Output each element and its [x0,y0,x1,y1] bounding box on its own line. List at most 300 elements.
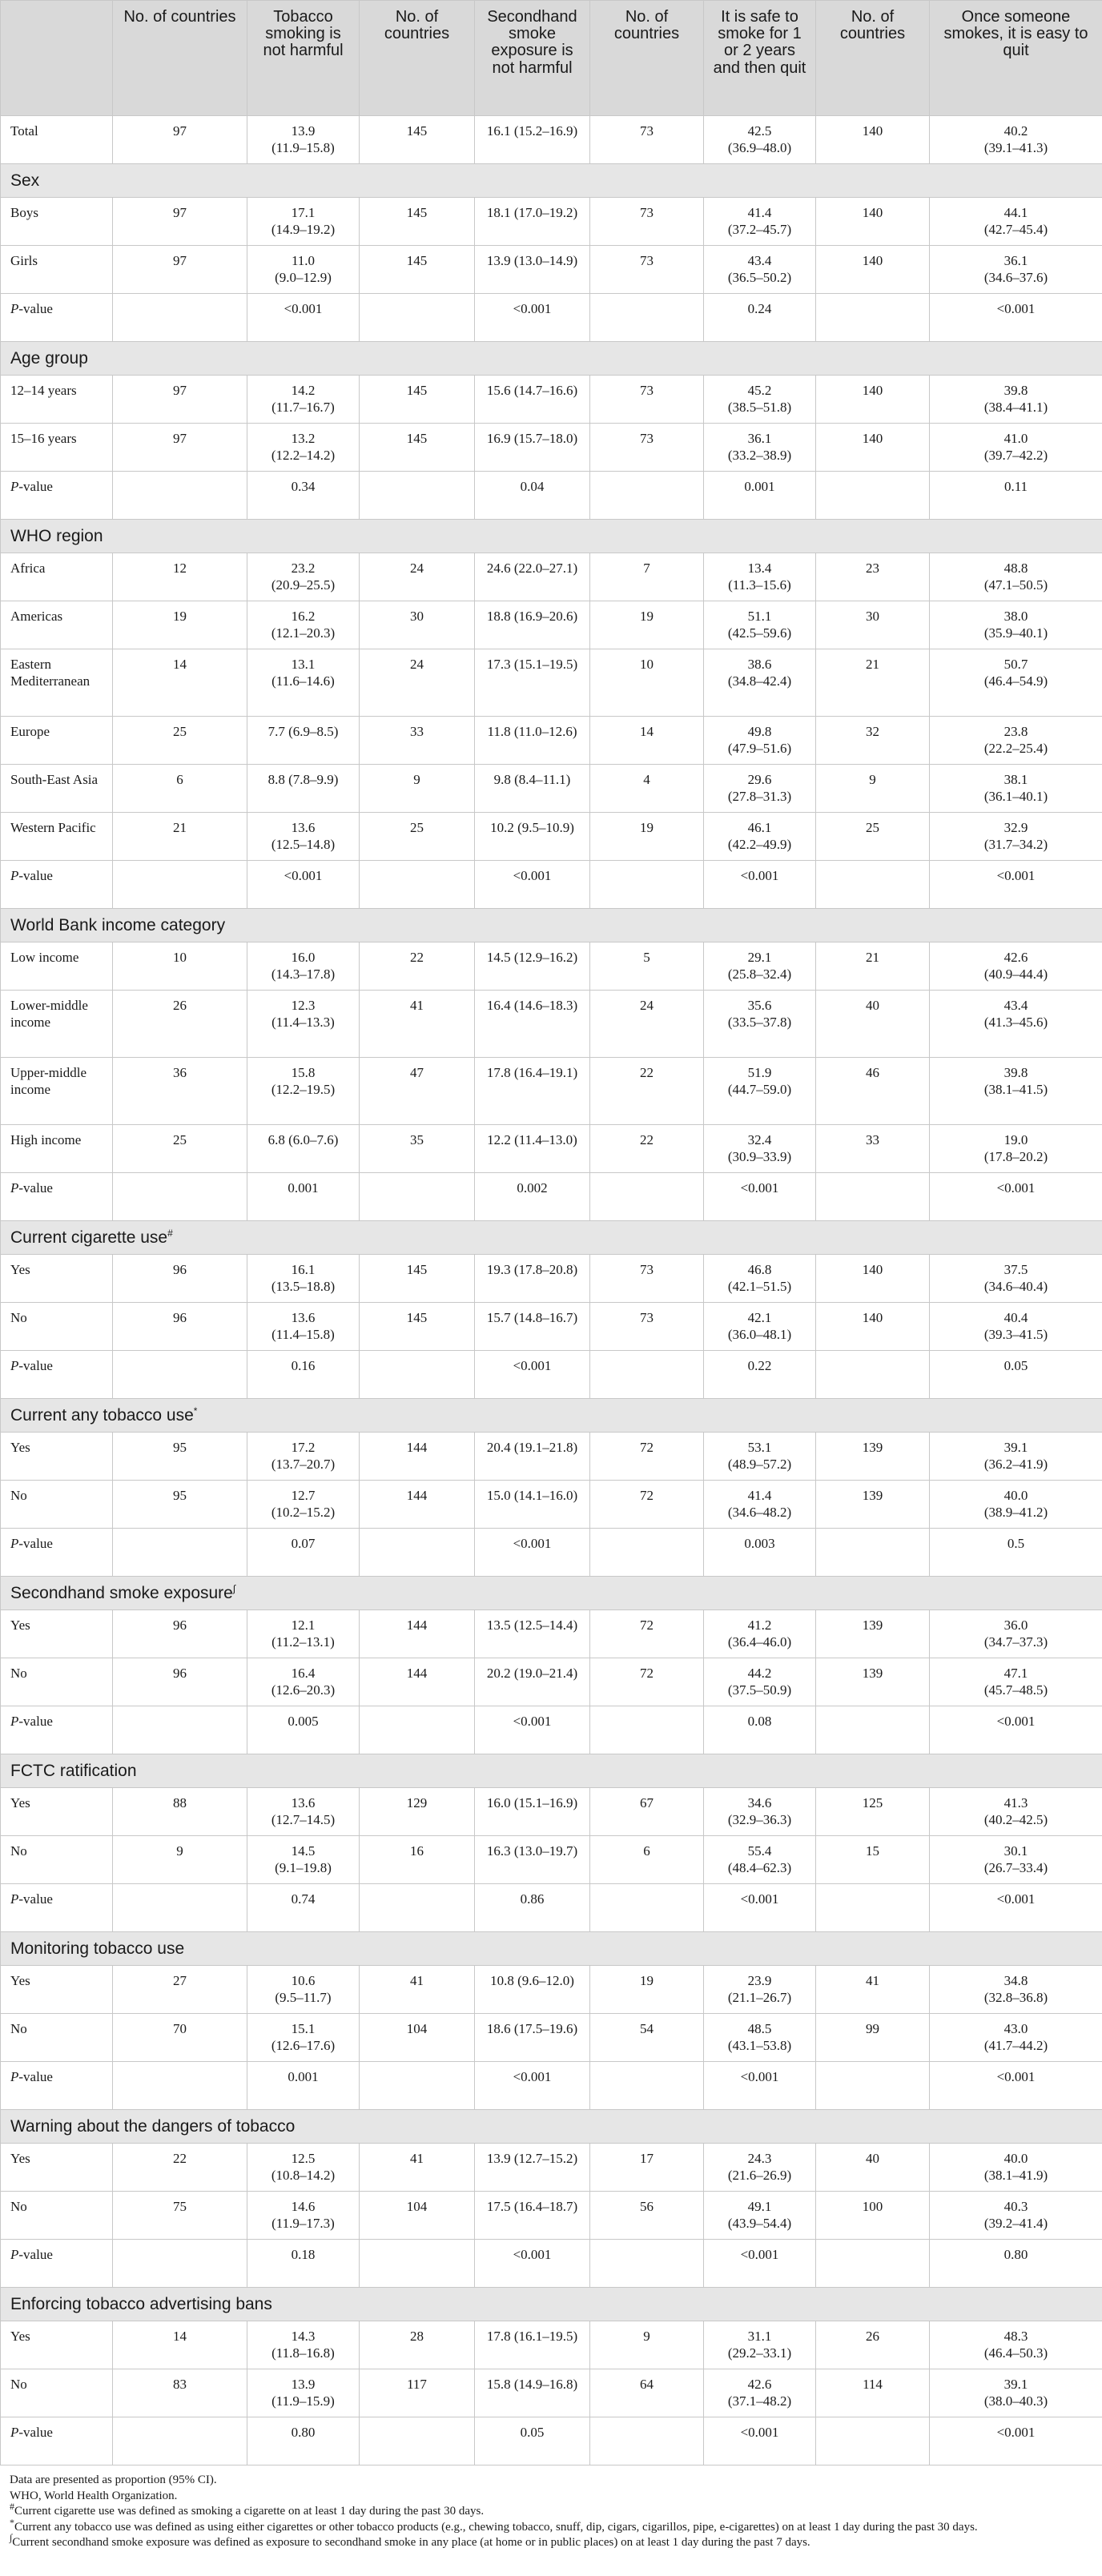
table-row [1,2369,1102,2417]
pvalue-empty [816,294,930,342]
cell-ci: (31.7–34.2) [983,836,1048,852]
cell-ci: (38.4–41.1) [983,399,1048,415]
note-line: WHO, World Health Organization. [10,2489,178,2502]
cell-n3: 10 [590,649,704,717]
cell-est: 32.4 [747,1132,772,1147]
pvalue-cell-1: 0.001 [247,2062,360,2110]
cell-n3: 5 [590,942,704,991]
cell-est: 49.8 [747,724,772,739]
cell-est: 44.1 [1003,205,1028,220]
cell-n3: 22 [590,1058,704,1125]
cell-ci: (32.9–36.3) [727,1811,792,1827]
cell-estimate-4 [930,1658,1102,1706]
cell-estimate-2 [475,942,590,991]
cell-estimate-3 [704,1610,816,1658]
table-row [1,2192,1102,2240]
cell-ci: (38.9–41.2) [983,1504,1048,1520]
pvalue-empty [113,861,247,909]
pvalue-empty [113,1706,247,1754]
table-row [1,376,1102,424]
pvalue-label-text: P-value [10,2425,53,2440]
cell-n1: 14 [113,649,247,717]
section-header [1,164,1102,198]
cell-est: 51.9 [747,1065,772,1080]
cell-estimate-1 [247,2321,360,2369]
cell-n2: 9 [360,765,475,813]
pvalue-empty [816,1706,930,1754]
row-label: Total [1,116,113,164]
footnote-mark: * [193,1405,198,1417]
header-empty [1,1,113,116]
cell-n1: 12 [113,553,247,601]
cell-estimate-4 [930,601,1102,649]
cell-estimate-1 [247,1303,360,1351]
cell-est: 49.1 [747,2199,772,2214]
cell-estimate-3 [704,2369,816,2417]
cell-est: 13.6 [291,820,316,835]
row-label: 12–14 years [1,376,113,424]
cell-est: 29.6 [747,772,772,787]
cell-ci: (43.9–54.4) [727,2215,792,2231]
cell-n1: 97 [113,246,247,294]
cell-estimate-2 [475,1303,590,1351]
cell-n4: 33 [816,1125,930,1173]
note-line: ∫Current secondhand smoke exposure was defined as exposure to secondhand smoke in any place (at home or in public places) on at least 1 day during the past 7 days. [10,2532,810,2549]
cell-ci: (34.8–42.4) [727,673,792,689]
cell-ci: (46.4–54.9) [983,673,1048,689]
cell-n1: 97 [113,198,247,246]
cell-estimate-1 [247,2369,360,2417]
table-row [1,649,1102,717]
pvalue-label [1,1706,113,1754]
table-row [1,2321,1102,2369]
pvalue-empty [590,2062,704,2110]
cell-est: 41.4 [747,205,772,220]
cell-est: 12.5 [291,2151,316,2166]
cell-estimate-3 [704,1125,816,1173]
cell-est2: 16.1 (15.2–16.9) [475,116,590,164]
section-title [1,2110,1102,2144]
section-title [1,909,1102,942]
cell-ci: (11.3–15.6) [728,577,791,593]
cell-est: 40.3 [1003,2199,1028,2214]
pvalue-empty [113,294,247,342]
section-title-text: Enforcing tobacco advertising bans [10,2294,272,2313]
cell-est: 44.2 [747,1666,772,1681]
cell-est: 15.6 (14.7–16.6) [486,383,578,398]
cell-ci: (11.2–13.1) [271,1634,335,1650]
cell-n4: 9 [816,765,930,813]
cell-est: 10.6 [291,1973,316,1988]
pvalue-empty [590,472,704,520]
cell-estimate-3 [704,2144,816,2192]
cell-n4: 139 [816,1658,930,1706]
cell-n1: 83 [113,2369,247,2417]
cell-ci: (11.4–13.3) [271,1014,335,1030]
cell-estimate-4 [930,424,1102,472]
section-title [1,342,1102,376]
cell-estimate-4 [930,553,1102,601]
cell-ci: (12.2–19.5) [271,1081,336,1097]
cell-est: 42.6 [1003,950,1028,965]
row-label: Boys [1,198,113,246]
cell-n4: 26 [816,2321,930,2369]
section-title [1,1221,1102,1255]
cell-n3: 73 [590,1255,704,1303]
cell-ci: (32.8–36.8) [983,1989,1048,2005]
cell-n2: 129 [360,1788,475,1836]
cell-estimate-3 [704,991,816,1058]
pvalue-empty [590,861,704,909]
table-row [1,765,1102,813]
cell-n4: 140 [816,198,930,246]
cell-n3: 17 [590,2144,704,2192]
table-row [1,2144,1102,2192]
cell-est: 14.5 [291,1843,316,1859]
cell-estimate-3 [704,649,816,717]
pvalue-empty [360,1351,475,1399]
pvalue-cell-2: <0.001 [475,2240,590,2288]
section-title-text: Current cigarette use [10,1228,168,1247]
cell-n4: 21 [816,942,930,991]
cell-estimate-1 [247,942,360,991]
pvalue-empty [360,1529,475,1577]
cell-n3: 4 [590,765,704,813]
cell-est: 40.0 [1003,1488,1028,1503]
cell-estimate-4 [930,2369,1102,2417]
cell-est: 51.1 [747,609,772,624]
cell-est: 48.8 [1003,561,1028,576]
section-title [1,2288,1102,2321]
cell-estimate-4 [930,2014,1102,2062]
table-row [1,1255,1102,1303]
cell-estimate-3 [704,813,816,861]
cell-estimate-2 [475,424,590,472]
pvalue-label-text: P-value [10,2247,53,2262]
cell-est: 40.2 [1003,123,1028,139]
cell-n1: 88 [113,1788,247,1836]
cell-est: 15.0 (14.1–16.0) [486,1488,578,1503]
cell-n4: 139 [816,1433,930,1481]
cell-est: 36.1 [1003,253,1028,268]
pvalue-empty [360,2062,475,2110]
table-row [1,1966,1102,2014]
cell-estimate-3 [704,717,816,765]
cell-est: 53.1 [747,1440,772,1455]
cell-n1: 97 [113,376,247,424]
cell-ci: (37.2–45.7) [727,221,792,237]
pvalue-cell-3: <0.001 [704,2062,816,2110]
cell-estimate-4 [930,2144,1102,2192]
table-row [1,198,1102,246]
cell-est: 10.8 (9.6–12.0) [490,1973,574,1988]
cell-est: 42.1 [747,1310,772,1325]
cell-ci: (42.5–59.6) [727,625,792,641]
cell-estimate-1 [247,553,360,601]
section-title [1,1754,1102,1788]
section-header [1,1399,1102,1433]
header-easy-to-quit: Once someone smokes, it is easy to quit [930,1,1102,116]
cell-estimate-3 [704,198,816,246]
cell-ci: (10.8–14.2) [271,2167,336,2183]
pvalue-row [1,1529,1102,1577]
row-label: No [1,2369,113,2417]
pvalue-cell-1: 0.18 [247,2240,360,2288]
cell-n3: 56 [590,2192,704,2240]
cell-n4: 140 [816,246,930,294]
cell-estimate-4 [930,717,1102,765]
row-label: Yes [1,1966,113,2014]
pvalue-label [1,2062,113,2110]
header-no-of-countries-2: No. of countries [360,1,475,116]
cell-estimate-1 [247,1836,360,1884]
cell-estimate-2 [475,553,590,601]
cell-ci: (12.1–20.3) [271,625,336,641]
cell-n3: 7 [590,553,704,601]
pvalue-empty [113,2240,247,2288]
row-label: Girls [1,246,113,294]
row-label: Africa [1,553,113,601]
cell-estimate-3 [704,601,816,649]
row-label: No [1,1303,113,1351]
cell-ci: (41.7–44.2) [983,2037,1048,2053]
cell-ci: (36.0–48.1) [727,1326,792,1342]
pvalue-label-text: P-value [10,2069,53,2084]
cell-ci: (14.3–17.8) [271,966,336,982]
pvalue-row [1,1884,1102,1932]
pvalue-cell-3: 0.08 [704,1706,816,1754]
cell-n2: 104 [360,2192,475,2240]
cell-est: 41.4 [747,1488,772,1503]
header-no-of-countries-1: No. of countries [113,1,247,116]
pvalue-row [1,861,1102,909]
cell-n4: 139 [816,1481,930,1529]
cell-n2: 145 [360,424,475,472]
pvalue-cell-4: <0.001 [930,861,1102,909]
cell-estimate-4 [930,246,1102,294]
cell-n4: 140 [816,376,930,424]
cell-est: 16.0 [291,950,316,965]
cell-est: 15.8 (14.9–16.8) [486,2377,578,2392]
row-label: No [1,1836,113,1884]
cell-estimate-2 [475,1125,590,1173]
pvalue-empty [590,2240,704,2288]
cell-est: 14.2 [291,383,316,398]
cell-estimate-1 [247,1125,360,1173]
cell-est: 18.8 (16.9–20.6) [486,609,578,624]
cell-est: 34.8 [1003,1973,1028,1988]
cell-n1: 26 [113,991,247,1058]
cell-n1: 10 [113,942,247,991]
cell-n2: 145 [360,246,475,294]
pvalue-cell-2: 0.002 [475,1173,590,1221]
cell-ci: (38.1–41.5) [983,1081,1048,1097]
cell-ci: (42.7–45.4) [983,221,1048,237]
cell-n1: 97 [113,116,247,164]
cell-n4: 140 [816,424,930,472]
cell-ci: (12.2–14.2) [271,447,336,463]
cell-estimate-1 [247,1610,360,1658]
row-label: Lower-middle income [1,991,113,1058]
cell-n2: 145 [360,198,475,246]
pvalue-empty [360,472,475,520]
header-tobacco-not-harmful: Tobacco smoking is not harmful [247,1,360,116]
cell-est: 40.4 [1003,1310,1028,1325]
cell-ci: (14.9–19.2) [271,221,336,237]
cell-estimate-2 [475,246,590,294]
cell-n1: 21 [113,813,247,861]
note-line: *Current any tobacco use was defined as using either cigarettes or other tobacco products (e.g., chewing tobacco, snuff, dip, cigars, cigarillos, pipe, e-cigarettes) on at least 1 day during the past 30 days. [10,2516,978,2534]
pvalue-empty [816,472,930,520]
cell-estimate-3 [704,1788,816,1836]
cell-n3: 19 [590,813,704,861]
cell-n3: 67 [590,1788,704,1836]
table-row [1,1836,1102,1884]
section-title-text: World Bank income category [10,915,226,934]
cell-estimate-2 [475,198,590,246]
cell-n2: 24 [360,649,475,717]
cell-est: 16.3 (13.0–19.7) [486,1843,578,1859]
cell-est: 19.3 (17.8–20.8) [486,1262,578,1277]
cell-ci: (40.9–44.4) [983,966,1048,982]
cell-n3: 22 [590,1125,704,1173]
cell-est: 12.3 [291,998,316,1013]
pvalue-cell-3: <0.001 [704,861,816,909]
cell-est: 17.2 [291,1440,316,1455]
cell-ci: (39.3–41.5) [983,1326,1048,1342]
cell-n4: 40 [816,991,930,1058]
pvalue-cell-4: <0.001 [930,1706,1102,1754]
cell-est: 35.6 [747,998,772,1013]
cell-est: 46.1 [747,820,772,835]
cell-ci: (12.5–14.8) [271,836,336,852]
section-title-text: Sex [10,171,40,190]
cell-estimate-3 [704,2192,816,2240]
cell-estimate-3 [704,1433,816,1481]
cell-est: 19.0 [1003,1132,1028,1147]
pvalue-cell-2: <0.001 [475,1351,590,1399]
cell-ci: (10.2–15.2) [271,1504,336,1520]
section-title [1,1577,1102,1610]
cell-ci: (9.5–11.7) [275,1989,332,2005]
cell-est: 32.9 [1003,820,1028,835]
cell-n1: 70 [113,2014,247,2062]
cell-estimate-1 [247,2192,360,2240]
pvalue-cell-1: 0.80 [247,2417,360,2465]
cell-est: 12.2 (11.4–13.0) [487,1132,577,1147]
cell-est: 36.1 [747,431,772,446]
row-label: Europe [1,717,113,765]
cell-ci: (42.2–49.9) [727,836,792,852]
cell-ci: (13.7–20.7) [271,1456,336,1472]
section-title-text: WHO region [10,526,103,545]
cell-estimate-1 [247,1788,360,1836]
cell-est: 8.8 (7.8–9.9) [267,772,339,787]
cell-est: 17.8 (16.1–19.5) [486,2329,578,2344]
cell-est1 [247,116,360,164]
cell-n1: 95 [113,1481,247,1529]
cell-est: 15.8 [291,1065,316,1080]
row-label: High income [1,1125,113,1173]
cell-est: 38.0 [1003,609,1028,624]
cell-ci: (12.6–20.3) [271,1682,336,1698]
cell-estimate-1 [247,1658,360,1706]
cell-estimate-2 [475,1610,590,1658]
cell-n1: 96 [113,1303,247,1351]
cell-ci: (36.1–40.1) [983,788,1048,804]
pvalue-row [1,2417,1102,2465]
cell-est: 23.8 [1003,724,1028,739]
pvalue-empty [590,2417,704,2465]
cell-n4: 100 [816,2192,930,2240]
cell-est: 15.7 (14.8–16.7) [486,1310,578,1325]
table-row [1,1303,1102,1351]
cell-estimate-2 [475,1481,590,1529]
section-header [1,1577,1102,1610]
cell-ci: (46.4–50.3) [983,2345,1048,2361]
cell-ci: (47.9–51.6) [727,740,792,756]
pvalue-cell-4: 0.11 [930,472,1102,520]
cell-est: 31.1 [747,2329,772,2344]
table-row [1,553,1102,601]
cell-n4: 15 [816,1836,930,1884]
cell-estimate-1 [247,717,360,765]
cell-ci: (36.5–50.2) [727,269,792,285]
pvalue-cell-1: 0.16 [247,1351,360,1399]
cell-estimate-2 [475,1058,590,1125]
cell-est: 13.9 [291,2377,316,2392]
cell-est: 17.5 (16.4–18.7) [486,2199,578,2214]
cell-est: 23.2 [291,561,316,576]
cell-est: 16.4 [291,1666,316,1681]
cell-n4: 32 [816,717,930,765]
cell-estimate-4 [930,1433,1102,1481]
pvalue-empty [360,2417,475,2465]
cell-n4: 25 [816,813,930,861]
total-row [1,116,1102,164]
cell-ci: (11.8–16.8) [271,2345,335,2361]
cell-n1: 75 [113,2192,247,2240]
cell-n1: 25 [113,717,247,765]
table-row [1,1658,1102,1706]
cell-n4: 99 [816,2014,930,2062]
cell-n4: 139 [816,1610,930,1658]
table-row [1,813,1102,861]
pvalue-label-text: P-value [10,1180,53,1196]
section-header [1,909,1102,942]
row-label: 15–16 years [1,424,113,472]
pvalue-empty [816,1884,930,1932]
cell-estimate-2 [475,2369,590,2417]
cell-estimate-2 [475,376,590,424]
cell-ci: (26.7–33.4) [983,1859,1048,1875]
cell-n3: 73 [590,376,704,424]
cell-ci: (45.7–48.5) [983,1682,1048,1698]
cell-estimate-3 [704,942,816,991]
cell-est: 48.5 [747,2021,772,2036]
cell-n2: 24 [360,553,475,601]
cell-ci: (36.4–46.0) [727,1634,792,1650]
cell-est: 14.5 (12.9–16.2) [486,950,578,965]
cell-ci: (20.9–25.5) [271,577,336,593]
cell-n1: 9 [113,1836,247,1884]
cell-estimate-4 [930,2321,1102,2369]
cell-n3: 72 [590,1433,704,1481]
cell-est: 17.1 [291,205,316,220]
cell-ci: (11.6–14.6) [271,673,335,689]
cell-estimate-2 [475,1788,590,1836]
cell-est: 39.8 [1003,1065,1028,1080]
